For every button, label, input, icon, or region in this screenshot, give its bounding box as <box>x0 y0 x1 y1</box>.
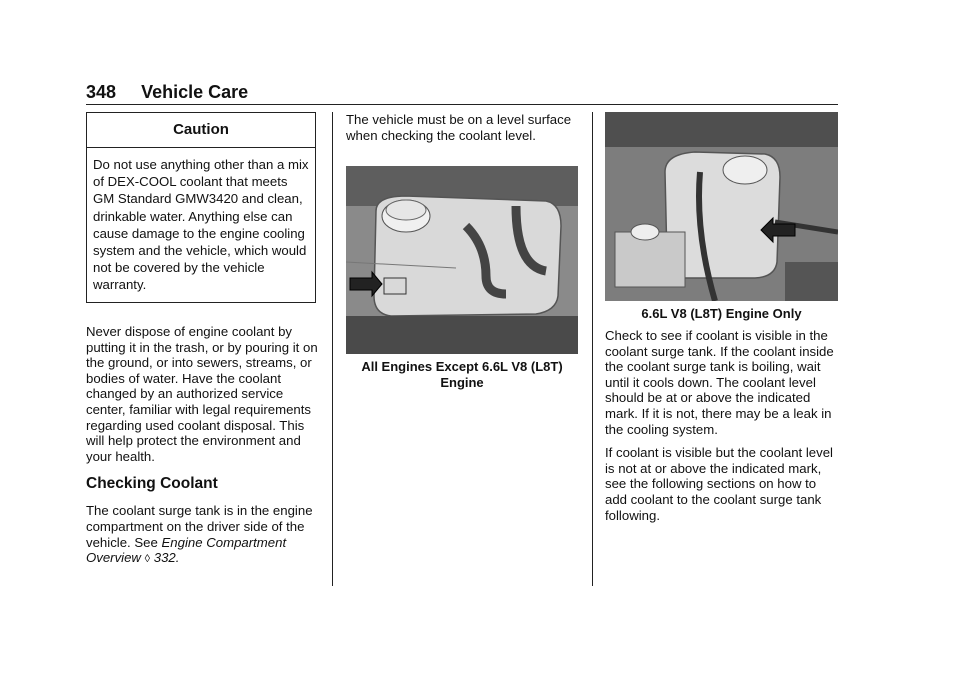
xref-icon: ◊ <box>144 553 151 566</box>
figure-caption-1: All Engines Except 6.6L V8 (L8T) Engine <box>361 359 563 390</box>
engine-photo-illustration <box>605 112 838 301</box>
coolant-tank-photo <box>346 166 578 354</box>
caution-title: Caution <box>87 113 315 148</box>
section-heading: Checking Coolant <box>86 475 218 493</box>
caution-text: Do not use anything other than a mix of DEX-COOL coolant that meets GM Standard GMW3420 and clean, drinkable water. Anything else can cause damage to the engine cooling system and the vehicle, which would not be covered by the vehicle warranty. <box>93 157 309 293</box>
section-title: Vehicle Care <box>141 82 249 102</box>
engine-photo-illustration <box>346 166 578 354</box>
column-divider <box>332 112 333 586</box>
page-header <box>86 82 838 105</box>
figure-caption-2: 6.6L V8 (L8T) Engine Only <box>641 306 802 321</box>
column-divider <box>592 112 593 586</box>
level-surface-paragraph: The vehicle must be on a level surface when checking the coolant level. <box>346 112 572 143</box>
engine-compartment-link[interactable]: Engine Compartment Overview <box>86 534 287 566</box>
xref-page[interactable]: 332. <box>153 550 180 566</box>
column-2 <box>346 112 578 151</box>
caution-box <box>86 112 316 303</box>
check-coolant-paragraph: Check to see if coolant is visible in the coolant surge tank. If the coolant inside the coolant surge tank is boiling, wait until it cools down. The coolant level should be at or above the indicated mark. If it is not, there may be a leak in the cooling system. <box>605 328 834 437</box>
page-number: 348 <box>86 82 117 102</box>
surge-tank-text: The coolant surge tank is in the engine compartment on the driver side of the vehicle. See <box>86 503 313 550</box>
disposal-paragraph: Never dispose of engine coolant by putting it in the trash, or by pouring it on the ground, or into sewers, streams, or bodies of water. Have the coolant changed by an authorized service center, familiar with legal requirements regarding used coolant disposal. This will help protect the environment and your health. <box>86 324 318 464</box>
column-1 <box>86 324 318 576</box>
add-coolant-paragraph: If coolant is visible but the coolant level is not at or above the indicated mark, see the following sections on how to add coolant to the coolant surge tank following. <box>605 445 833 523</box>
surge-tank-paragraph <box>86 503 318 567</box>
column-3 <box>605 328 841 531</box>
l8t-coolant-tank-photo <box>605 112 838 301</box>
